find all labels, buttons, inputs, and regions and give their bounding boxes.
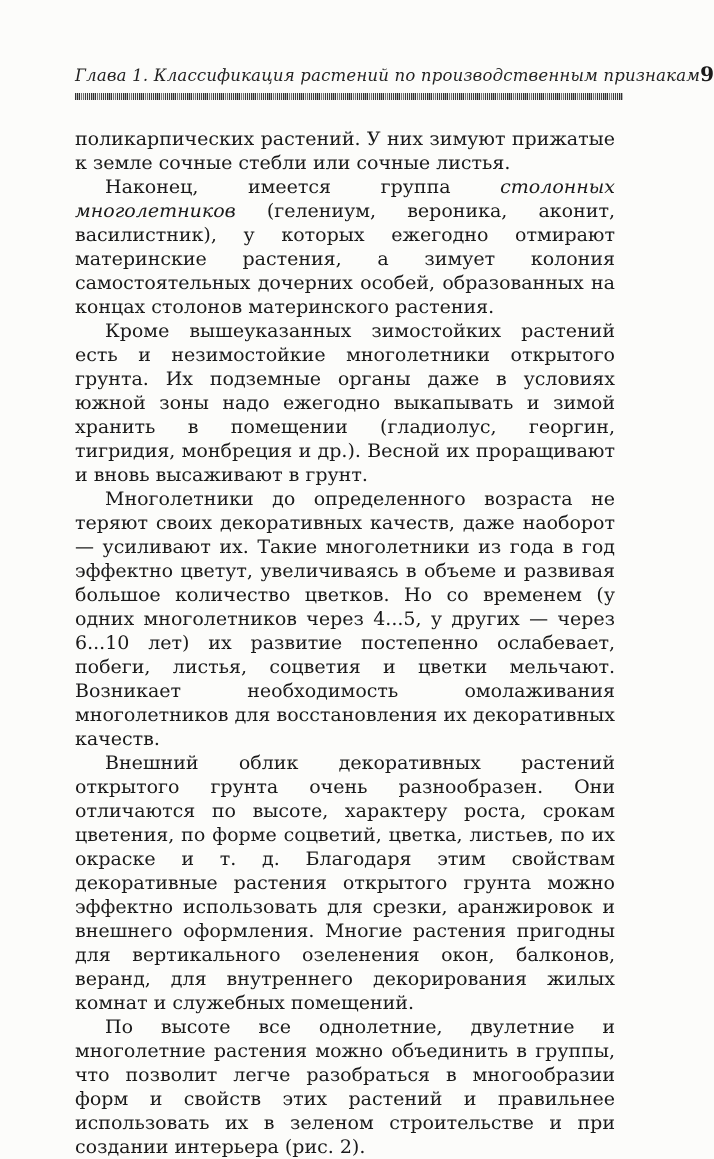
text-run: Многолетники до определенного возраста не теряют своих декоративных качеств, даже наоборот — усиливают их. Такие многолетники из года в год эффектно цветут, увеличиваясь в объеме и развивая большое количество цветков. Но со временем (у одних многолетников через 4...5, у других — через 6...10 лет) их развитие постепенно ослабевает, побеги, листья, соцветия и цветки мельчают. Возникает необходимость омолаживания многолетников для восстановления их декоративных качеств. xyxy=(75,488,615,750)
italic-term: столонных многолетников xyxy=(75,176,615,222)
text-run: Кроме вышеуказанных зимостойких растений есть и незимостойкие многолетники открытого грунта. Их подземные органы даже в условиях южной зоны надо ежегодно выкапывать и зимой хранить в помещении (гладиолус, георгин, тигридия, монбреция и др.). Весной их проращивают и вновь высаживают в грунт. xyxy=(75,320,615,486)
paragraph xyxy=(75,1015,615,1159)
text-run: Внешний облик декоративных растений открытого грунта очень разнообразен. Они отличаются по высоте, характеру роста, срокам цветения, по форме соцветий, цветка, листьев, по их окраске и т. д. Благодаря этим свойствам декоративные растения открытого грунта можно эффектно использовать для срезки, аранжировок и внешнего оформления. Многие растения пригодны для вертикального озеленения окон, балконов, веранд, для внутреннего декорирования жилых комнат и служебных помещений. xyxy=(75,752,615,1014)
chapter-title: Глава 1. Классификация растений по производственным признакам xyxy=(75,66,701,85)
paragraph xyxy=(75,319,615,487)
header-rule xyxy=(75,93,623,100)
text-run: поликарпических растений. У них зимуют прижатые к земле сочные стебли или сочные листья. xyxy=(75,128,615,174)
paragraph xyxy=(75,751,615,1015)
text-run: (гелениум, вероника, аконит, василистник), у которых ежегодно отмирают материнские растения, а зимует колония самостоятельных дочерних особей, образованных на концах столонов материнского растения. xyxy=(75,200,615,318)
text-run: По высоте все однолетние, двулетние и многолетние растения можно объединить в группы, что позволит легче разобраться в многообразии форм и свойств этих растений и правильнее использовать их в зеленом строительстве и при создании интерьера (рис. 2). xyxy=(75,1016,615,1158)
paragraph xyxy=(75,127,615,175)
paragraph xyxy=(75,175,615,319)
paragraph xyxy=(75,487,615,751)
page-number: 9 xyxy=(700,62,714,86)
text-run: Наконец, имеется группа xyxy=(105,176,501,198)
running-head xyxy=(75,62,714,86)
body-text xyxy=(75,127,615,1159)
